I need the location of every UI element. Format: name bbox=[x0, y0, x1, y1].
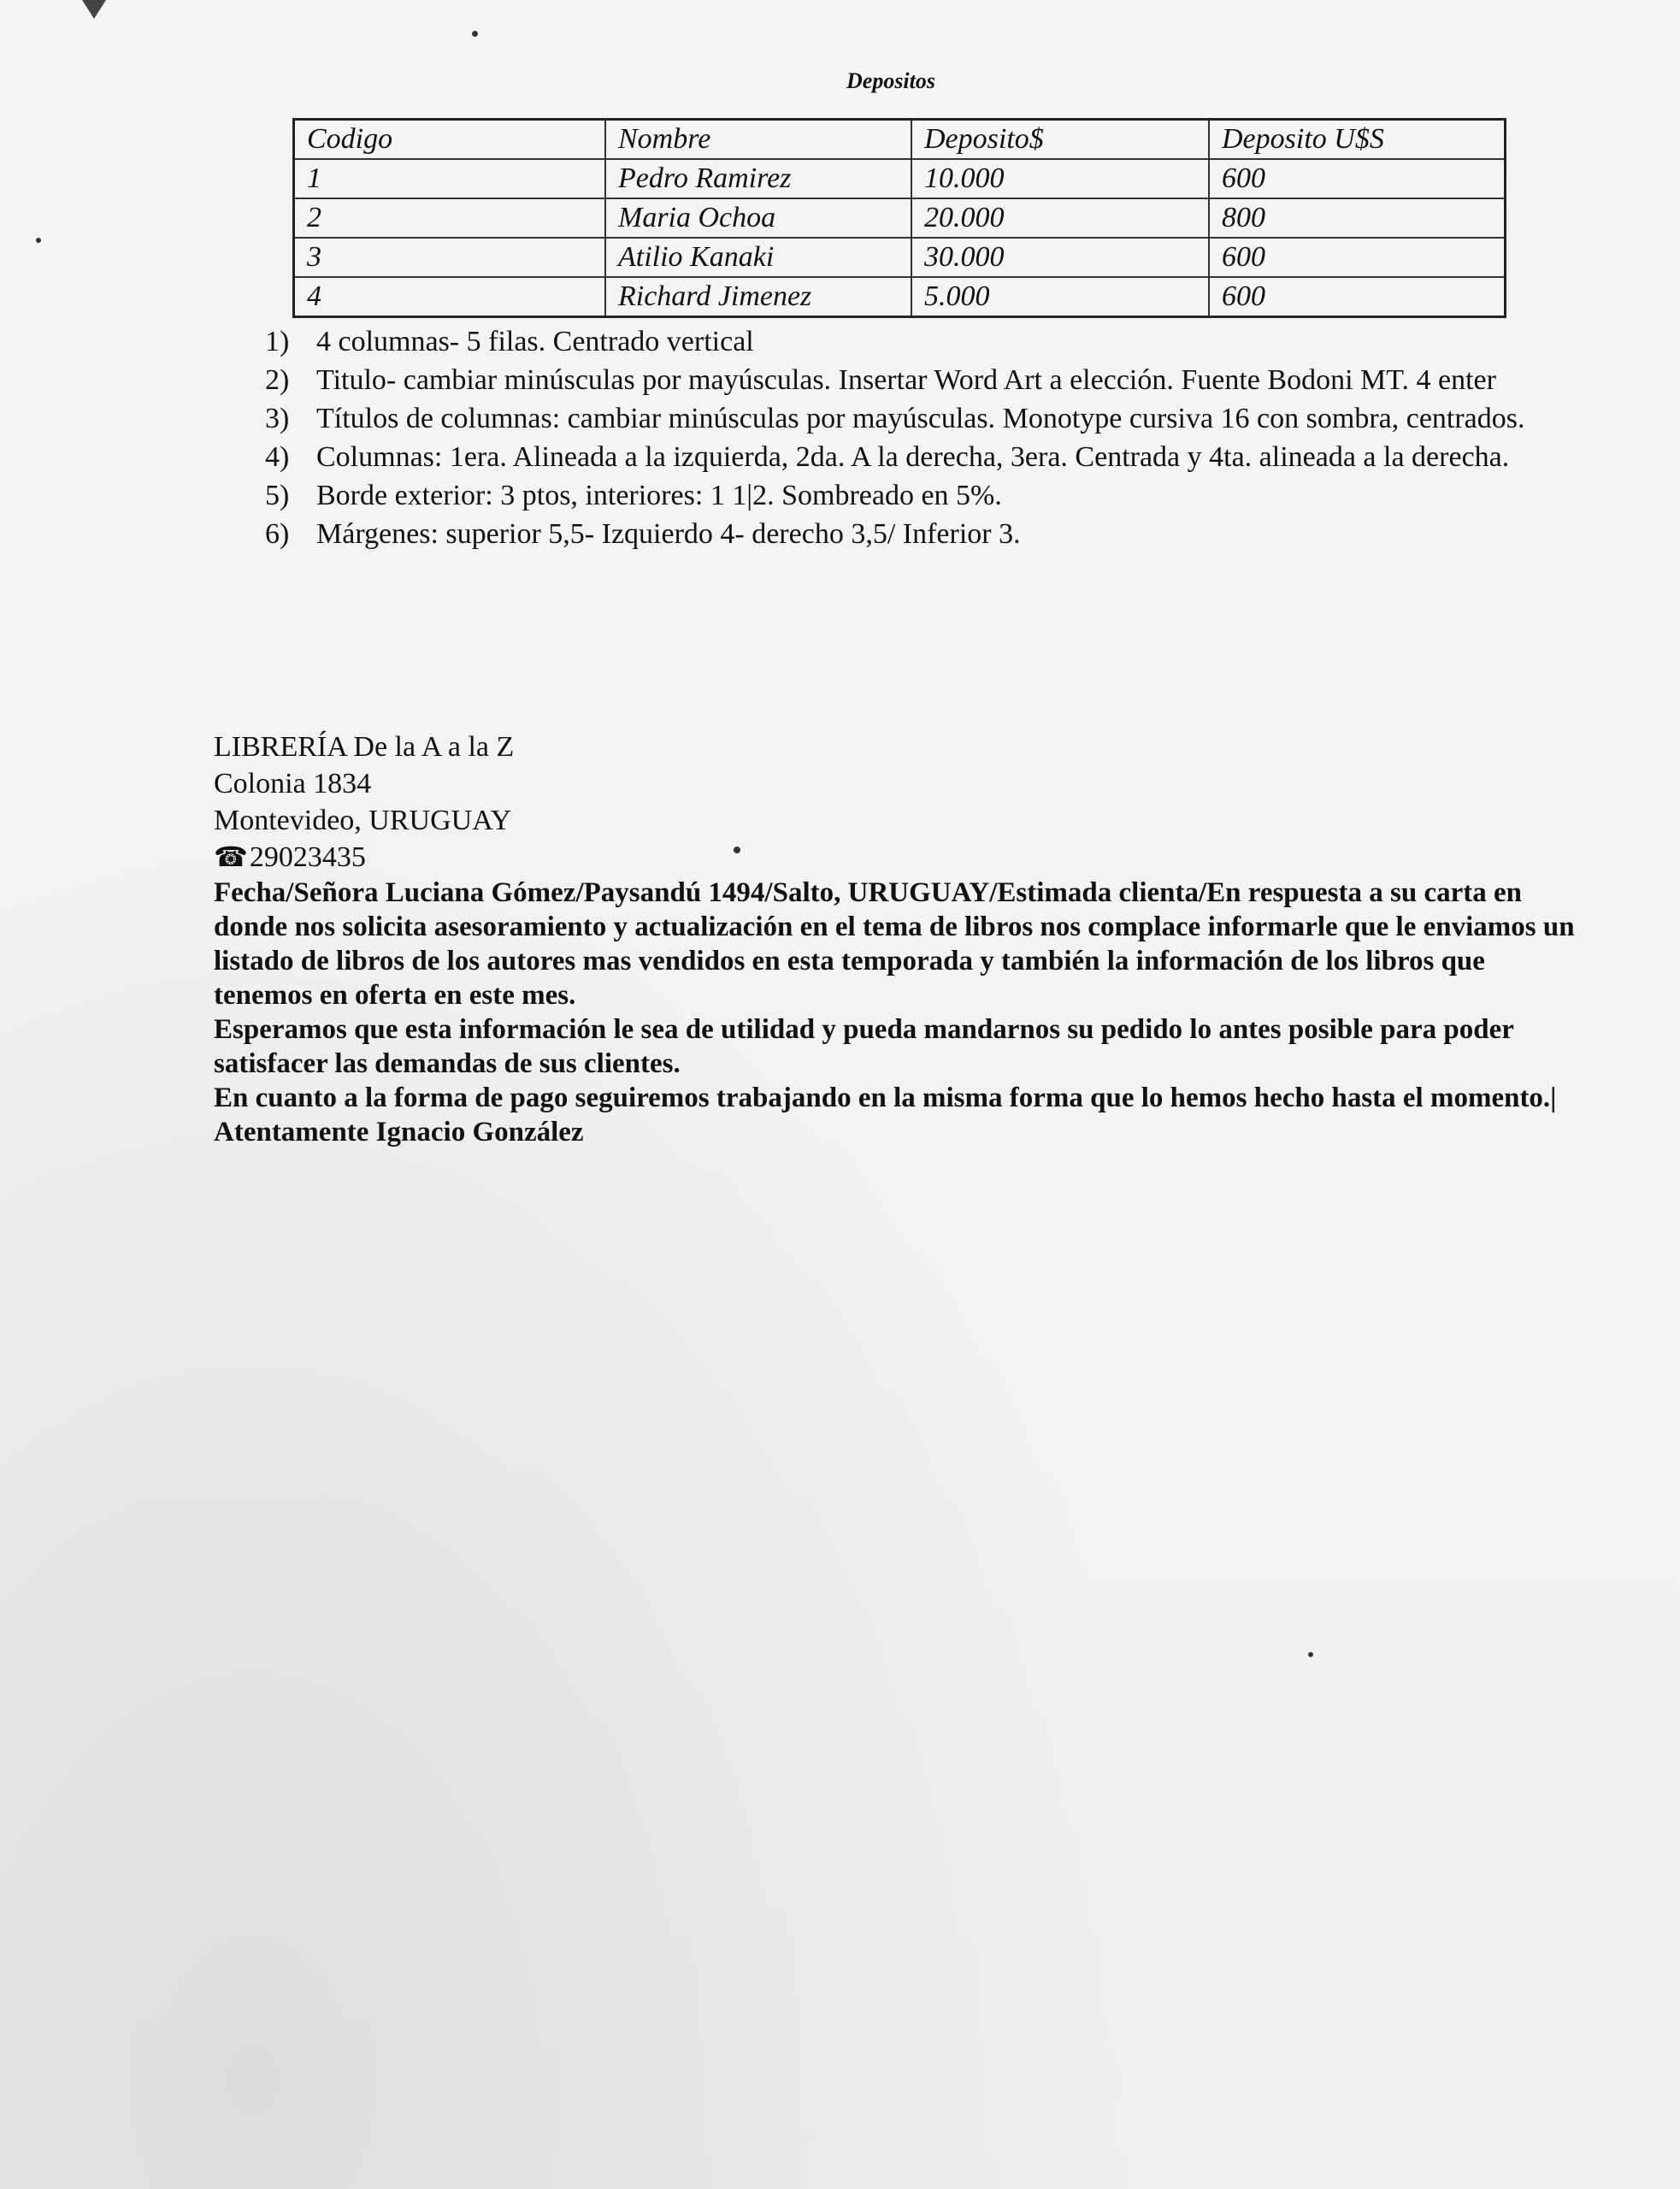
instruction-number: 2) bbox=[265, 364, 290, 396]
instruction-text: Títulos de columnas: cambiar minúsculas por mayúsculas. Monotype cursiva 16 con sombra, centrados. bbox=[316, 403, 1525, 434]
cell-codigo: 2 bbox=[294, 198, 606, 238]
instruction-text: Borde exterior: 3 ptos, interiores: 1 1|2. Sombreado en 5%. bbox=[316, 480, 1002, 511]
instruction-item bbox=[265, 516, 1599, 553]
letterhead-address: Colonia 1834 bbox=[214, 768, 372, 799]
instruction-item bbox=[265, 400, 1599, 438]
instruction-item bbox=[265, 362, 1599, 399]
cell-deposito-dolares: 600 bbox=[1209, 159, 1506, 198]
instruction-number: 1) bbox=[265, 326, 290, 357]
header-codigo: Codigo bbox=[294, 120, 606, 160]
cell-codigo: 4 bbox=[294, 277, 606, 317]
instruction-item bbox=[265, 477, 1599, 515]
table-row bbox=[294, 238, 1506, 277]
cell-nombre: Atilio Kanaki bbox=[605, 238, 911, 277]
cell-codigo: 3 bbox=[294, 238, 606, 277]
corner-mark bbox=[82, 0, 106, 19]
deposits-table bbox=[292, 118, 1506, 318]
letterhead-phone: 29023435 bbox=[249, 841, 366, 873]
table-row bbox=[294, 198, 1506, 238]
instruction-text: Márgenes: superior 5,5- Izquierdo 4- derecho 3,5/ Inferior 3. bbox=[316, 518, 1021, 550]
letterhead-city: Montevideo, URUGUAY bbox=[214, 805, 512, 836]
cell-deposito-pesos: 10.000 bbox=[911, 159, 1209, 198]
table-header-row bbox=[294, 120, 1506, 160]
instruction-list bbox=[265, 323, 1599, 554]
table-row bbox=[294, 277, 1506, 317]
cell-nombre: Richard Jimenez bbox=[605, 277, 911, 317]
instruction-item bbox=[265, 323, 1599, 361]
speck bbox=[472, 31, 478, 37]
instruction-number: 5) bbox=[265, 480, 290, 511]
table-row bbox=[294, 159, 1506, 198]
speck bbox=[36, 238, 41, 243]
cell-deposito-pesos: 30.000 bbox=[911, 238, 1209, 277]
header-deposito-dolares: Deposito U$S bbox=[1209, 120, 1506, 160]
instruction-text: Titulo- cambiar minúsculas por mayúsculas. Insertar Word Art a elección. Fuente Bodoni MT. 4 enter bbox=[316, 364, 1496, 396]
instruction-number: 3) bbox=[265, 403, 290, 434]
instruction-number: 6) bbox=[265, 518, 290, 550]
cell-deposito-pesos: 20.000 bbox=[911, 198, 1209, 238]
header-nombre: Nombre bbox=[605, 120, 911, 160]
cell-deposito-dolares: 600 bbox=[1209, 238, 1506, 277]
letter-paragraph: Fecha/Señora Luciana Gómez/Paysandú 1494/Salto, URUGUAY/Estimada clienta/En respuesta a su carta en donde nos solicita asesoramiento y actualización en el tema de libros nos complace informarle que le enviamos un listado de libros de los autores mas vendidos en esta temporada y también la información de los libros que tenemos en oferta en este mes. bbox=[214, 877, 1575, 1011]
header-deposito-pesos: Deposito$ bbox=[911, 120, 1209, 160]
letter-paragraph: En cuanto a la forma de pago seguiremos trabajando en la misma forma que lo hemos hecho hasta el momento.| Atentamente Ignacio González bbox=[214, 1083, 1557, 1148]
cell-nombre: Pedro Ramirez bbox=[605, 159, 911, 198]
instruction-item bbox=[265, 439, 1599, 476]
cell-deposito-dolares: 600 bbox=[1209, 277, 1506, 317]
cell-nombre: Maria Ochoa bbox=[605, 198, 911, 238]
letterhead-name: LIBRERÍA De la A a la Z bbox=[214, 731, 515, 763]
instruction-text: Columnas: 1era. Alineada a la izquierda, 2da. A la derecha, 3era. Centrada y 4ta. alineada a la derecha. bbox=[316, 441, 1510, 473]
cell-deposito-dolares: 800 bbox=[1209, 198, 1506, 238]
cell-deposito-pesos: 5.000 bbox=[911, 277, 1209, 317]
letter-block bbox=[214, 729, 1590, 1149]
speck bbox=[1308, 1652, 1313, 1657]
letter-paragraph: Esperamos que esta información le sea de utilidad y pueda mandarnos su pedido lo antes posible para poder satisfacer las demandas de sus clientes. bbox=[214, 1014, 1514, 1079]
instruction-number: 4) bbox=[265, 441, 290, 473]
instruction-text: 4 columnas- 5 filas. Centrado vertical bbox=[316, 326, 754, 357]
table-title: Depositos bbox=[846, 68, 935, 93]
letterhead-phone-line bbox=[214, 839, 1590, 876]
cell-codigo: 1 bbox=[294, 159, 606, 198]
phone-icon: ☎ bbox=[214, 841, 248, 872]
